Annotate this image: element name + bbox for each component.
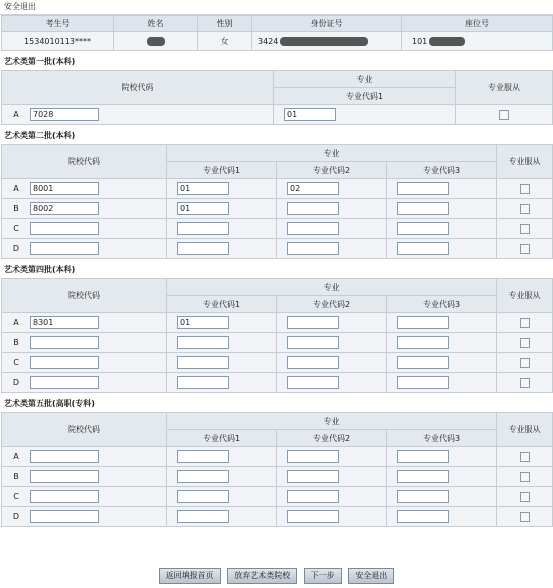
- major-code-input[interactable]: [397, 356, 449, 369]
- major-code-input[interactable]: 01: [177, 202, 229, 215]
- school-code-input[interactable]: [30, 376, 99, 389]
- abandon-art-button[interactable]: 放弃艺术类院校: [227, 568, 297, 584]
- obey-major-checkbox[interactable]: [520, 472, 530, 482]
- choice-header-row: [2, 413, 553, 430]
- major-header: 专业: [167, 279, 497, 296]
- student-info-header-row: [2, 16, 553, 32]
- major-cell: [387, 487, 497, 507]
- major-cell: [167, 219, 277, 239]
- choice-row: [2, 467, 553, 487]
- major-cell: [167, 199, 277, 219]
- choice-header-row: [2, 145, 553, 162]
- obey-major-checkbox[interactable]: [520, 224, 530, 234]
- school-cell: [2, 199, 167, 219]
- seat-no-prefix: 101: [412, 36, 428, 46]
- major-header: 专业: [274, 71, 456, 88]
- obey-cell: [497, 487, 553, 507]
- choice-row: [2, 487, 553, 507]
- choice-row: [2, 333, 553, 353]
- school-code-input[interactable]: [30, 356, 99, 369]
- major-cell: [277, 507, 387, 527]
- header-gender: 性别: [198, 16, 252, 32]
- id-no-prefix: 3424: [258, 36, 279, 46]
- school-code-input[interactable]: [30, 222, 99, 235]
- major-cell: [167, 353, 277, 373]
- obey-major-header: 专业服从: [497, 279, 553, 313]
- school-code-header: 院校代码: [2, 71, 274, 105]
- school-code-input[interactable]: [30, 470, 99, 483]
- major-code-header: 专业代码1: [167, 296, 277, 313]
- major-header: 专业: [167, 145, 497, 162]
- major-code-header: 专业代码2: [277, 296, 387, 313]
- choice-row: [2, 353, 553, 373]
- row-label: B: [13, 472, 19, 481]
- major-code-input[interactable]: [177, 510, 229, 523]
- sections-container: [0, 54, 553, 527]
- major-cell: [387, 313, 497, 333]
- major-code-header: 专业代码1: [167, 162, 277, 179]
- school-cell: [2, 313, 167, 333]
- major-code-input[interactable]: [397, 450, 449, 463]
- major-code-input[interactable]: [287, 510, 339, 523]
- major-code-input[interactable]: [397, 316, 449, 329]
- student-info-row: [2, 32, 553, 51]
- obey-major-checkbox[interactable]: [499, 110, 509, 120]
- obey-major-checkbox[interactable]: [520, 378, 530, 388]
- section-title: 艺术类第四批(本科): [4, 265, 76, 274]
- obey-cell: [497, 373, 553, 393]
- obey-cell: [497, 219, 553, 239]
- major-code-input[interactable]: 02: [287, 182, 339, 195]
- major-cell: [277, 487, 387, 507]
- major-code-input[interactable]: [287, 242, 339, 255]
- top-bar: [0, 0, 553, 15]
- obey-major-checkbox[interactable]: [520, 492, 530, 502]
- major-code-header: 专业代码1: [274, 88, 456, 105]
- major-cell: [167, 179, 277, 199]
- header-seat-no: 座位号: [402, 16, 553, 32]
- obey-major-checkbox[interactable]: [520, 512, 530, 522]
- major-code-input[interactable]: [397, 202, 449, 215]
- major-code-input[interactable]: [397, 242, 449, 255]
- major-cell: [277, 179, 387, 199]
- major-code-input[interactable]: [177, 222, 229, 235]
- section-title: 艺术类第二批(本科): [4, 131, 76, 140]
- choice-row: [2, 507, 553, 527]
- major-code-input[interactable]: [177, 336, 229, 349]
- major-code-input[interactable]: [287, 356, 339, 369]
- major-code-input[interactable]: [287, 202, 339, 215]
- header-name: 姓名: [114, 16, 198, 32]
- major-cell: [387, 219, 497, 239]
- choice-table: [1, 70, 553, 125]
- obey-cell: [497, 467, 553, 487]
- major-cell: [274, 105, 456, 125]
- school-cell: [2, 333, 167, 353]
- school-code-input[interactable]: 8301: [30, 316, 99, 329]
- major-code-input[interactable]: [287, 376, 339, 389]
- redaction-scribble: [429, 37, 465, 46]
- major-cell: [167, 467, 277, 487]
- row-label: D: [12, 244, 20, 253]
- major-code-input[interactable]: 01: [284, 108, 336, 121]
- major-code-header: 专业代码1: [167, 430, 277, 447]
- major-code-header: 专业代码3: [387, 162, 497, 179]
- school-code-header: 院校代码: [2, 413, 167, 447]
- obey-major-checkbox[interactable]: [520, 204, 530, 214]
- row-label: D: [12, 512, 20, 521]
- school-cell: [2, 373, 167, 393]
- row-label: B: [13, 204, 19, 213]
- obey-cell: [456, 105, 553, 125]
- obey-cell: [497, 239, 553, 259]
- major-cell: [277, 467, 387, 487]
- major-cell: [277, 333, 387, 353]
- major-code-input[interactable]: [287, 490, 339, 503]
- major-code-header: 专业代码3: [387, 430, 497, 447]
- return-home-button[interactable]: 返回填报首页: [159, 568, 221, 584]
- major-code-input[interactable]: [397, 376, 449, 389]
- major-code-input[interactable]: [177, 376, 229, 389]
- choice-table: [1, 278, 553, 393]
- choice-row: [2, 105, 553, 125]
- choice-header-row: [2, 71, 553, 88]
- major-header: 专业: [167, 413, 497, 430]
- redaction-scribble: [147, 37, 165, 46]
- major-code-input[interactable]: [397, 470, 449, 483]
- major-cell: [277, 219, 387, 239]
- row-label: C: [13, 492, 19, 501]
- major-cell: [387, 199, 497, 219]
- major-cell: [387, 353, 497, 373]
- major-cell: [387, 239, 497, 259]
- school-code-input[interactable]: [30, 242, 99, 255]
- major-cell: [167, 239, 277, 259]
- obey-cell: [497, 333, 553, 353]
- major-cell: [277, 373, 387, 393]
- obey-cell: [497, 313, 553, 333]
- school-code-input[interactable]: [30, 450, 99, 463]
- choice-row: [2, 179, 553, 199]
- major-cell: [387, 447, 497, 467]
- major-cell: [167, 487, 277, 507]
- row-label: A: [13, 318, 19, 327]
- school-code-input[interactable]: [30, 336, 99, 349]
- school-code-input[interactable]: 8002: [30, 202, 99, 215]
- school-cell: [2, 507, 167, 527]
- school-code-input[interactable]: [30, 510, 99, 523]
- major-cell: [277, 313, 387, 333]
- choice-row: [2, 219, 553, 239]
- choice-row: [2, 199, 553, 219]
- logout-button[interactable]: 安全退出: [348, 568, 394, 584]
- major-code-input[interactable]: [177, 356, 229, 369]
- major-cell: [277, 239, 387, 259]
- major-code-input[interactable]: [177, 490, 229, 503]
- row-label: A: [13, 110, 19, 119]
- major-cell: [387, 507, 497, 527]
- redaction-scribble: [280, 37, 368, 46]
- major-cell: [167, 507, 277, 527]
- choice-table: [1, 412, 553, 527]
- row-label: B: [13, 338, 19, 347]
- major-code-input[interactable]: [287, 450, 339, 463]
- obey-major-header: 专业服从: [497, 413, 553, 447]
- obey-major-header: 专业服从: [456, 71, 553, 105]
- major-cell: [277, 199, 387, 219]
- row-label: A: [13, 452, 19, 461]
- section-title: 艺术类第五批(高职(专科): [4, 399, 95, 408]
- obey-cell: [497, 353, 553, 373]
- obey-cell: [497, 507, 553, 527]
- major-code-input[interactable]: 01: [177, 316, 229, 329]
- major-cell: [167, 333, 277, 353]
- choice-row: [2, 313, 553, 333]
- school-cell: [2, 105, 274, 125]
- top-logout-link[interactable]: 安全退出: [4, 2, 36, 11]
- major-code-input[interactable]: [177, 242, 229, 255]
- row-label: C: [13, 358, 19, 367]
- name-value: [114, 32, 198, 51]
- choice-row: [2, 373, 553, 393]
- obey-major-checkbox[interactable]: [520, 452, 530, 462]
- school-cell: [2, 239, 167, 259]
- major-cell: [387, 373, 497, 393]
- school-cell: [2, 179, 167, 199]
- major-cell: [167, 313, 277, 333]
- major-cell: [387, 467, 497, 487]
- school-cell: [2, 447, 167, 467]
- student-info-table: [1, 15, 553, 51]
- major-code-header: 专业代码3: [387, 296, 497, 313]
- next-step-button[interactable]: 下一步: [304, 568, 342, 584]
- obey-cell: [497, 179, 553, 199]
- choice-header-row: [2, 279, 553, 296]
- obey-major-checkbox[interactable]: [520, 184, 530, 194]
- school-cell: [2, 487, 167, 507]
- row-label: C: [13, 224, 19, 233]
- major-code-input[interactable]: [287, 316, 339, 329]
- obey-major-checkbox[interactable]: [520, 318, 530, 328]
- section-title: 艺术类第一批(本科): [4, 57, 76, 66]
- school-cell: [2, 353, 167, 373]
- choice-row: [2, 239, 553, 259]
- choice-row: [2, 447, 553, 467]
- major-code-input[interactable]: 01: [177, 182, 229, 195]
- major-code-input[interactable]: [397, 182, 449, 195]
- header-id-no: 身份证号: [252, 16, 402, 32]
- major-code-input[interactable]: [287, 336, 339, 349]
- major-code-input[interactable]: [177, 470, 229, 483]
- major-code-input[interactable]: [397, 336, 449, 349]
- major-cell: [277, 353, 387, 373]
- major-cell: [387, 179, 497, 199]
- major-cell: [277, 447, 387, 467]
- obey-major-header: 专业服从: [497, 145, 553, 179]
- row-label: A: [13, 184, 19, 193]
- school-code-input[interactable]: 8001: [30, 182, 99, 195]
- obey-cell: [497, 447, 553, 467]
- major-cell: [167, 373, 277, 393]
- exam-no-value: 1534010113****: [2, 32, 114, 51]
- header-exam-no: 考生号: [2, 16, 114, 32]
- major-cell: [167, 447, 277, 467]
- school-code-header: 院校代码: [2, 279, 167, 313]
- button-bar: [0, 568, 553, 584]
- obey-major-checkbox[interactable]: [520, 338, 530, 348]
- major-code-input[interactable]: [397, 510, 449, 523]
- obey-major-checkbox[interactable]: [520, 244, 530, 254]
- row-label: D: [12, 378, 20, 387]
- school-code-header: 院校代码: [2, 145, 167, 179]
- school-cell: [2, 219, 167, 239]
- obey-major-checkbox[interactable]: [520, 358, 530, 368]
- major-code-header: 专业代码2: [277, 430, 387, 447]
- school-code-input[interactable]: [30, 490, 99, 503]
- major-code-input[interactable]: [397, 490, 449, 503]
- school-code-input[interactable]: 7028: [30, 108, 99, 121]
- major-code-input[interactable]: [287, 470, 339, 483]
- school-cell: [2, 467, 167, 487]
- choice-table: [1, 144, 553, 259]
- major-code-input[interactable]: [397, 222, 449, 235]
- gender-value: 女: [198, 32, 252, 51]
- major-code-input[interactable]: [287, 222, 339, 235]
- id-no-value: [252, 32, 402, 51]
- obey-cell: [497, 199, 553, 219]
- seat-no-value: [402, 32, 553, 51]
- major-cell: [387, 333, 497, 353]
- major-code-input[interactable]: [177, 450, 229, 463]
- major-code-header: 专业代码2: [277, 162, 387, 179]
